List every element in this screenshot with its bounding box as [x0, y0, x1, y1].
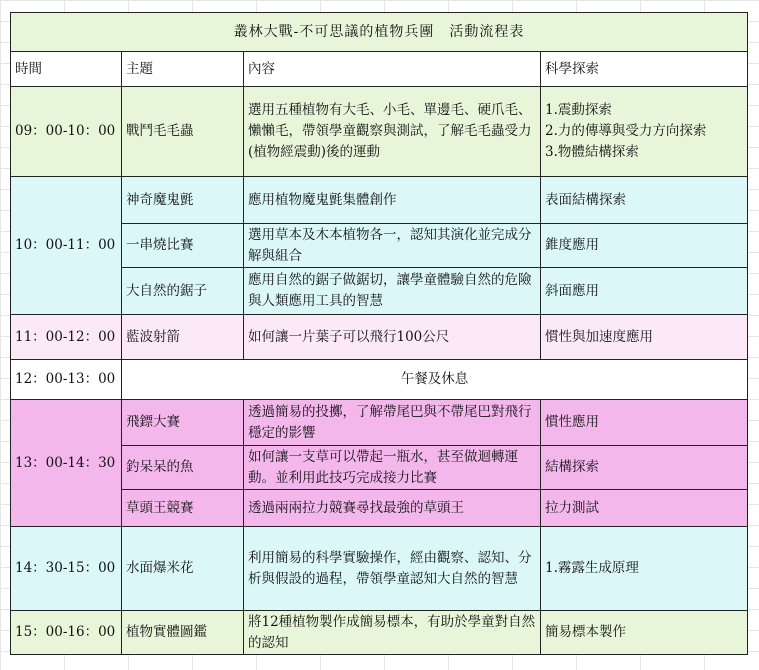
- theme-cell[interactable]: 水面爆米花: [122, 527, 244, 611]
- science-cell[interactable]: 慣性應用: [541, 400, 748, 446]
- theme-cell[interactable]: 飛鏢大賽: [122, 400, 244, 446]
- time-cell[interactable]: 09：00-10：00: [11, 87, 122, 177]
- content-cell[interactable]: 選用草本及木本植物各一，認知其演化並完成分解與組合: [244, 224, 541, 268]
- science-cell[interactable]: 簡易標本製作: [541, 611, 748, 655]
- time-cell[interactable]: 12：00-13：00: [11, 360, 122, 400]
- theme-cell[interactable]: 戰鬥毛毛蟲: [122, 87, 244, 177]
- header-content[interactable]: 內容: [244, 52, 541, 87]
- theme-cell[interactable]: 大自然的鋸子: [122, 268, 244, 315]
- content-cell[interactable]: 將12種植物製作成簡易標本，有助於學童對自然的認知: [244, 611, 541, 655]
- science-cell[interactable]: 結構探索: [541, 446, 748, 490]
- theme-cell[interactable]: 植物實體圖鑑: [122, 611, 244, 655]
- science-cell[interactable]: 錐度應用: [541, 224, 748, 268]
- content-cell[interactable]: 透過兩兩拉力競賽尋找最強的草頭王: [244, 490, 541, 527]
- theme-cell[interactable]: 神奇魔鬼氈: [122, 177, 244, 224]
- content-cell[interactable]: 如何讓一片葉子可以飛行100公尺: [244, 315, 541, 360]
- science-cell[interactable]: [541, 87, 748, 177]
- time-cell[interactable]: 15：00-16：00: [11, 611, 122, 655]
- lunch-cell[interactable]: 午餐及休息: [122, 360, 748, 400]
- science-line: 2.力的傳導與受力方向探索: [545, 123, 707, 139]
- theme-cell[interactable]: 一串燒比賽: [122, 224, 244, 268]
- science-cell[interactable]: 1.霧露生成原理: [541, 527, 748, 611]
- theme-cell[interactable]: 草頭王競賽: [122, 490, 244, 527]
- time-cell[interactable]: 13：00-14：30: [11, 400, 122, 527]
- science-cell[interactable]: 拉力測試: [541, 490, 748, 527]
- time-cell[interactable]: 14：30-15：00: [11, 527, 122, 611]
- science-line: 1.震動探索: [545, 102, 612, 118]
- content-cell[interactable]: 應用植物魔鬼氈集體創作: [244, 177, 541, 224]
- content-cell[interactable]: 選用五種植物有大毛、小毛、單邊毛、硬爪毛、懶懶毛，帶領學童觀察與測試，了解毛毛蟲受力(植物經震動)後的運動: [244, 87, 541, 177]
- theme-cell[interactable]: 藍波射箭: [122, 315, 244, 360]
- science-cell[interactable]: 慣性與加速度應用: [541, 315, 748, 360]
- theme-cell[interactable]: 釣呆呆的魚: [122, 446, 244, 490]
- time-cell[interactable]: 11：00-12：00: [11, 315, 122, 360]
- table-title[interactable]: 叢林大戰-不可思議的植物兵團 活動流程表: [11, 13, 748, 52]
- content-cell[interactable]: 應用自然的鋸子做鋸切，讓學童體驗自然的危險與人類應用工具的智慧: [244, 268, 541, 315]
- content-cell[interactable]: 利用簡易的科學實驗操作，經由觀察、認知、分析與假設的過程，帶領學童認知大自然的智慧: [244, 527, 541, 611]
- time-cell[interactable]: 10：00-11：00: [11, 177, 122, 315]
- content-cell[interactable]: 透過簡易的投擲，了解帶尾巴與不帶尾巴對飛行穩定的影響: [244, 400, 541, 446]
- header-science[interactable]: 科學探索: [541, 52, 748, 87]
- header-theme[interactable]: 主題: [122, 52, 244, 87]
- science-cell[interactable]: 表面結構探索: [541, 177, 748, 224]
- content-cell[interactable]: 如何讓一支草可以帶起一瓶水，甚至做迴轉運動。並利用此技巧完成接力比賽: [244, 446, 541, 490]
- schedule-table: [10, 12, 748, 655]
- science-cell[interactable]: 斜面應用: [541, 268, 748, 315]
- science-line: 3.物體結構探索: [545, 144, 639, 160]
- header-time[interactable]: 時間: [11, 52, 122, 87]
